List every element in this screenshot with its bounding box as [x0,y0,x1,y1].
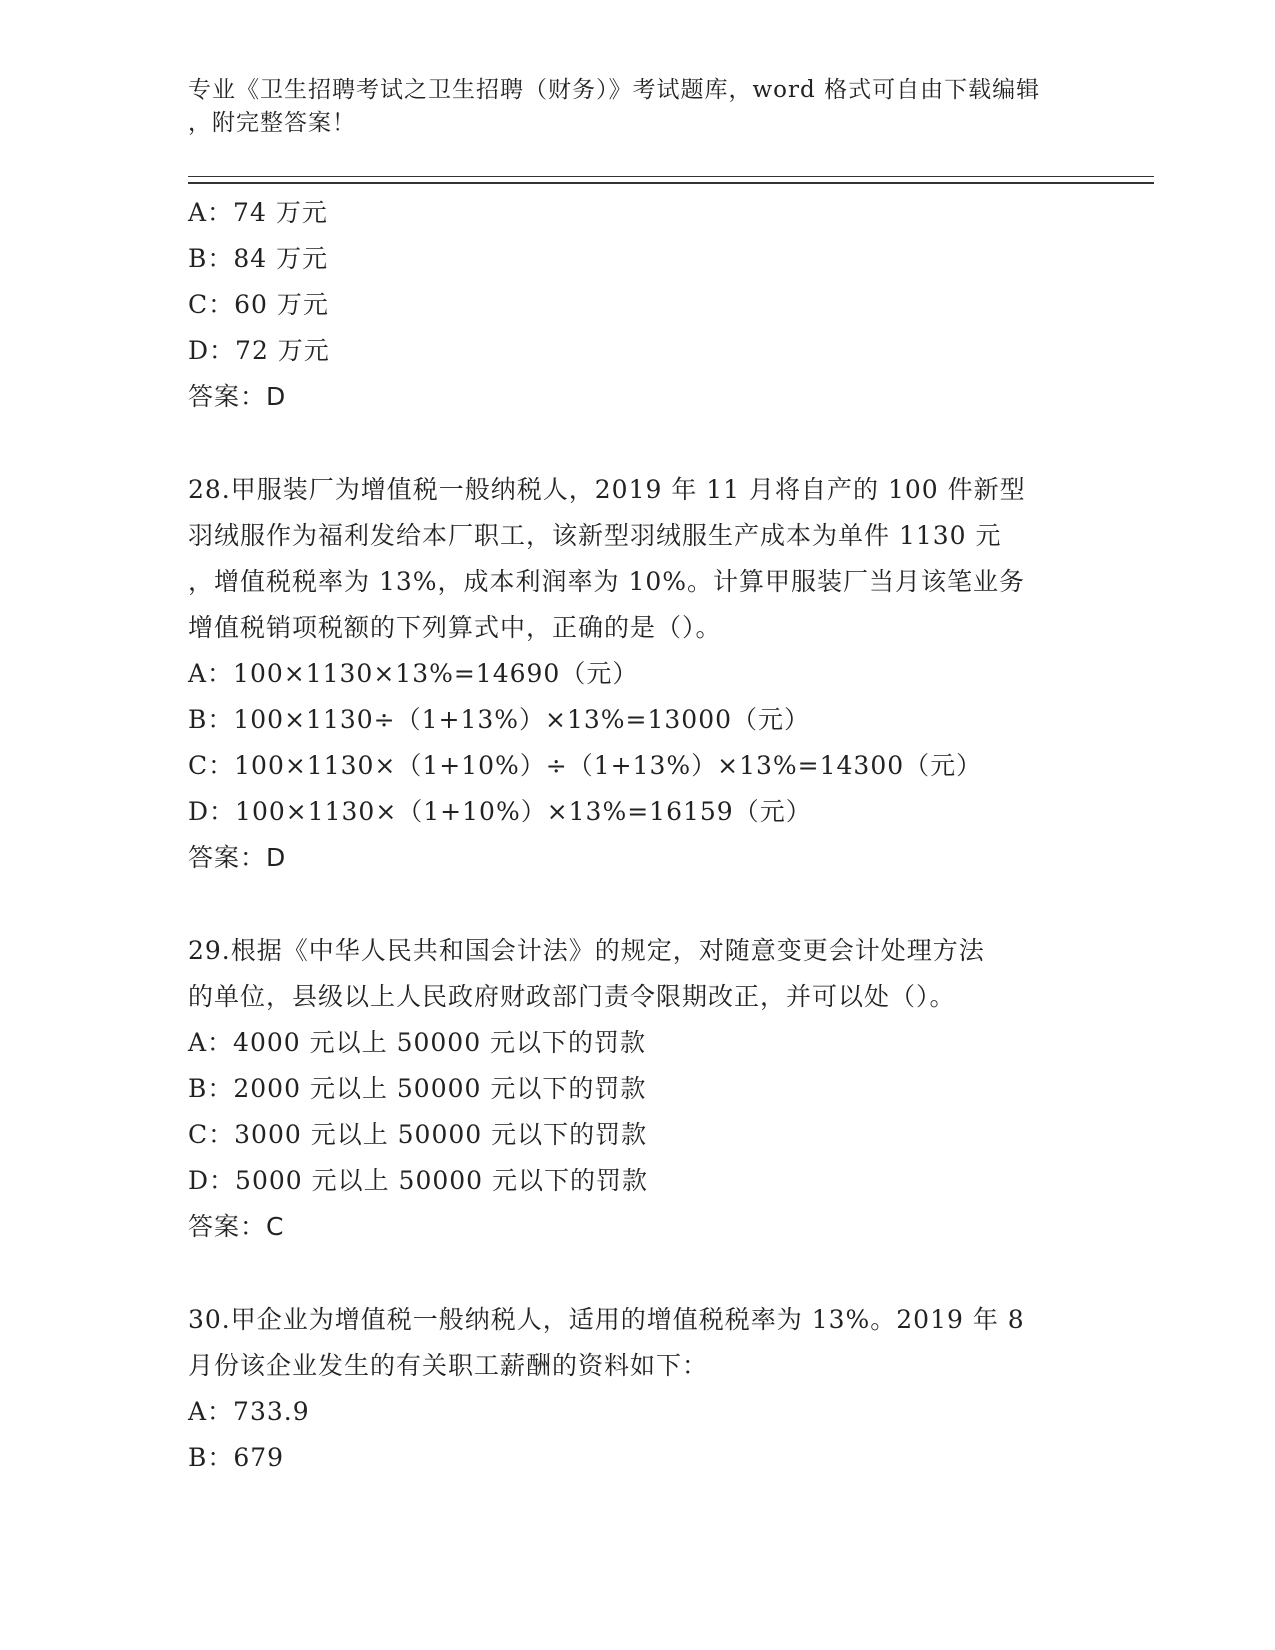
spacer [188,420,1118,467]
option-d: D：72 万元 [188,336,330,365]
question-stem-line: 30.甲企业为增值税一般纳税人，适用的增值税税率为 13%。2019 年 8 [188,1305,1025,1334]
question-stem-line: ，增值税税率为 13%，成本利润率为 10%。计算甲服装厂当月该笔业务 [188,567,1026,596]
spacer [188,881,1118,928]
header-line-1: 专业《卫生招聘考试之卫生招聘（财务）》考试题库，word 格式可自由下载编辑 [188,77,1041,103]
question-stem-line: 29.根据《中华人民共和国会计法》的规定，对随意变更会计处理方法 [188,936,985,965]
question-stem-line: 28.甲服装厂为增值税一般纳税人，2019 年 11 月将自产的 100 件新型 [188,475,1026,504]
spacer [188,1250,1118,1297]
header-line-2: ，附完整答案！ [188,110,356,136]
option-b: B：679 [188,1443,285,1472]
option-d: D：5000 元以上 50000 元以下的罚款 [188,1166,649,1195]
option-a: A：74 万元 [188,198,328,227]
option-b: B：84 万元 [188,244,329,273]
option-a: A：733.9 [188,1397,310,1426]
option-c: C：3000 元以上 50000 元以下的罚款 [188,1120,648,1149]
option-c: C：60 万元 [188,290,329,319]
question-27 [188,190,1118,420]
question-list [188,190,1118,1481]
option-b: B：100×1130÷（1+13%）×13%=13000（元） [188,705,811,734]
option-c: C：100×1130×（1+10%）÷（1+13%）×13%=14300（元） [188,751,983,780]
answer: 答案：D [188,843,287,872]
option-b: B：2000 元以上 50000 元以下的罚款 [188,1074,647,1103]
question-stem-line: 月份该企业发生的有关职工薪酬的资料如下： [188,1351,709,1380]
question-stem-line: 的单位，县级以上人民政府财政部门责令限期改正，并可以处（）。 [188,982,956,1011]
option-a: A：4000 元以上 50000 元以下的罚款 [188,1028,647,1057]
header-divider [188,176,1154,184]
question-28 [188,467,1118,881]
option-d: D：100×1130×（1+10%）×13%=16159（元） [188,797,812,826]
question-29 [188,928,1118,1250]
question-stem-line: 增值税销项税额的下列算式中，正确的是（）。 [188,613,722,642]
question-30 [188,1297,1118,1481]
answer: 答案：D [188,382,287,411]
header-note [188,74,1088,140]
option-a: A：100×1130×13%=14690（元） [188,659,639,688]
question-stem-line: 羽绒服作为福利发给本厂职工，该新型羽绒服生产成本为单件 1130 元 [188,521,1002,550]
answer: 答案：C [188,1212,285,1241]
